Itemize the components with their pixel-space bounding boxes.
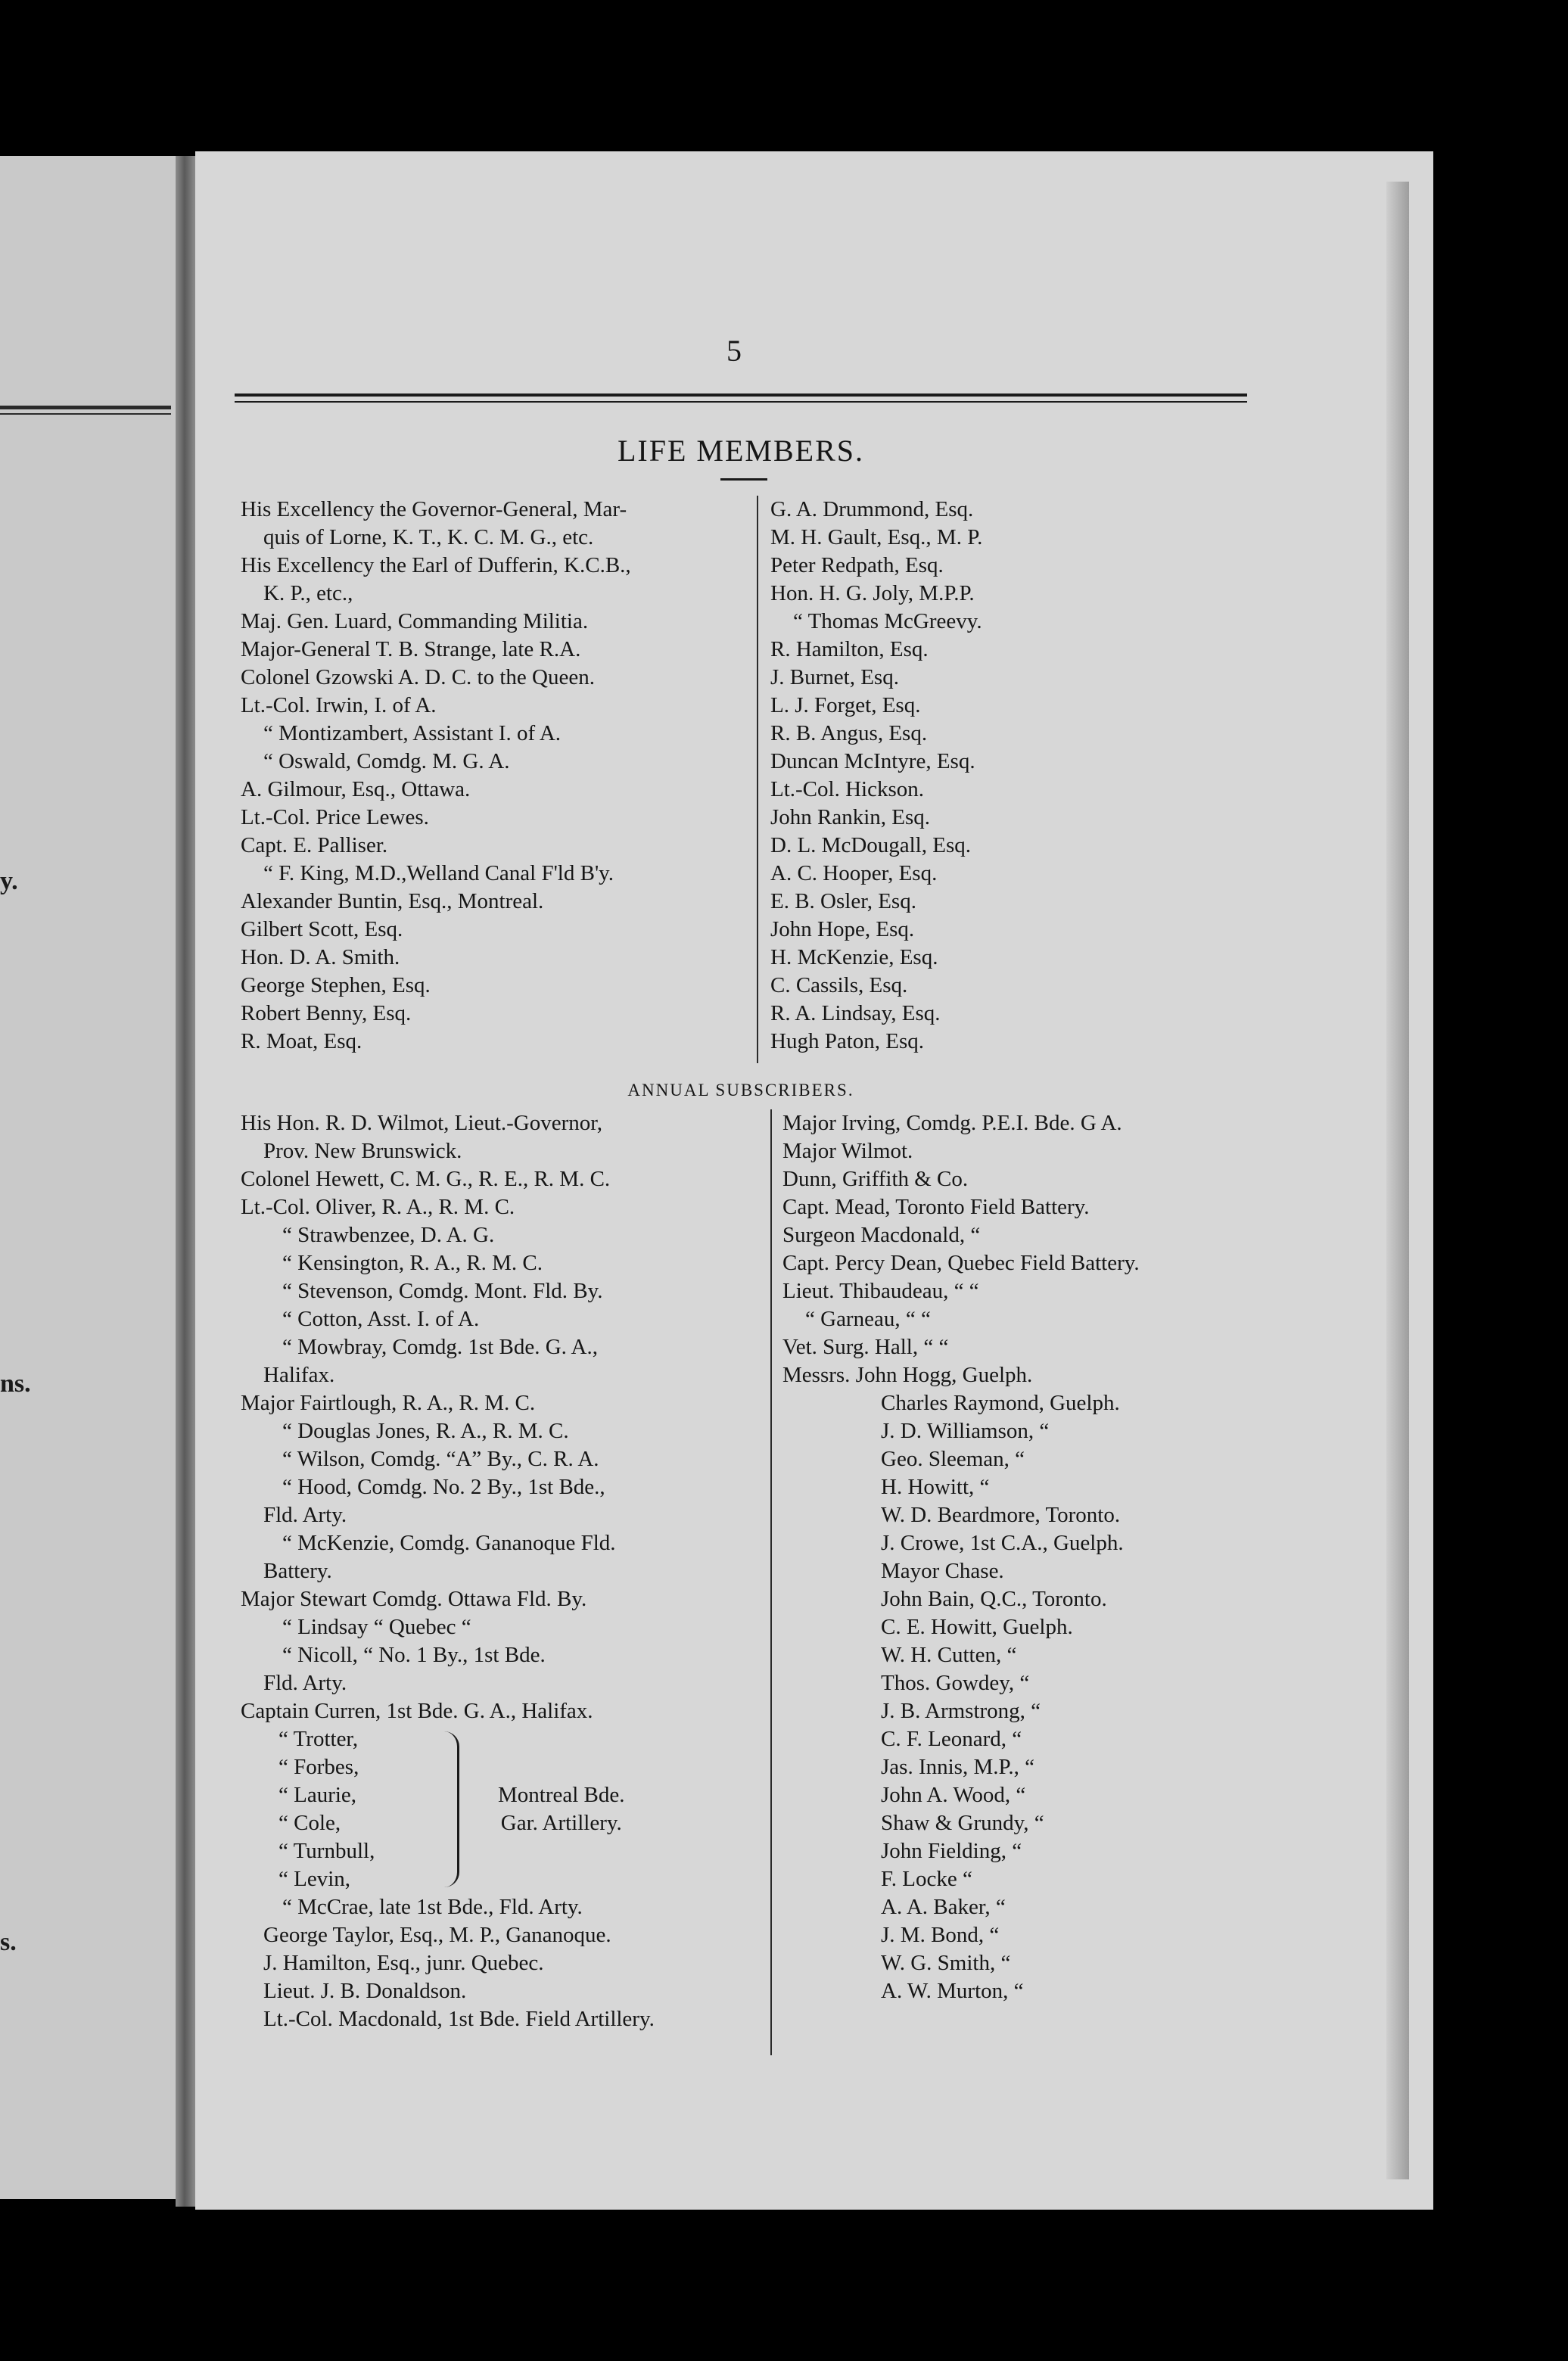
subscriber-entry: “ Nicoll, “ No. 1 By., 1st Bde. <box>282 1643 546 1667</box>
left-page-fragment: ns. <box>0 1370 31 1398</box>
column-divider <box>770 1109 772 2055</box>
header-rule <box>235 394 1247 397</box>
subscriber-entry: “ Garneau, “ “ <box>805 1307 931 1331</box>
life-member-entry: John Hope, Esq. <box>770 917 915 941</box>
subscriber-entry: W. D. Beardmore, Toronto. <box>881 1503 1121 1527</box>
column-divider <box>757 496 758 1063</box>
life-members-left-column <box>241 496 631 1056</box>
life-member-entry: Lt.-Col. Irwin, I. of A. <box>241 693 437 717</box>
life-member-entry: A. Gilmour, Esq., Ottawa. <box>241 777 471 801</box>
subscriber-entry: “ Levin, <box>278 1867 351 1891</box>
subscriber-entry: “ Lindsay “ Quebec “ <box>282 1615 471 1639</box>
life-member-entry: Colonel Gzowski A. D. C. to the Queen. <box>241 665 595 689</box>
life-member-entry: R. A. Lindsay, Esq. <box>770 1001 941 1025</box>
life-member-entry: Alexander Buntin, Esq., Montreal. <box>241 889 544 913</box>
group-brace <box>443 1731 459 1887</box>
life-member-entry: “ Montizambert, Assistant I. of A. <box>263 721 562 745</box>
life-member-entry: Duncan McIntyre, Esq. <box>770 749 975 773</box>
subscriber-entry: Lt.-Col. Oliver, R. A., R. M. C. <box>241 1195 515 1219</box>
subscriber-entry: “ McCrae, late 1st Bde., Fld. Arty. <box>282 1895 583 1919</box>
subscriber-entry: Major Fairtlough, R. A., R. M. C. <box>241 1391 536 1415</box>
subscriber-entry: Thos. Gowdey, “ <box>881 1671 1030 1695</box>
subscriber-entry: A. A. Baker, “ <box>881 1895 1006 1919</box>
left-page-fragment: y. <box>0 867 18 895</box>
life-member-entry: Hugh Paton, Esq. <box>770 1029 924 1053</box>
subscriber-entry: “ Turnbull, <box>278 1839 375 1863</box>
subscriber-entry: Major Irving, Comdg. P.E.I. Bde. G A. <box>782 1111 1122 1135</box>
life-members-title: LIFE MEMBERS. <box>617 434 865 468</box>
title-rule <box>720 478 767 481</box>
subscriber-entry: J. D. Williamson, “ <box>881 1419 1050 1443</box>
life-member-entry: Major-General T. B. Strange, late R.A. <box>241 637 581 661</box>
left-page-fragment: s. <box>0 1928 17 1956</box>
life-member-entry: R. Hamilton, Esq. <box>770 637 929 661</box>
subscriber-entry: Lieut. Thibaudeau, “ “ <box>782 1279 979 1303</box>
life-member-entry: His Excellency the Governor-General, Mar- <box>241 497 627 521</box>
life-member-entry: E. B. Osler, Esq. <box>770 889 916 913</box>
life-member-entry: “ Oswald, Comdg. M. G. A. <box>263 749 510 773</box>
life-member-entry: Hon. H. G. Joly, M.P.P. <box>770 581 975 605</box>
subscriber-entry: Messrs. John Hogg, Guelph. <box>782 1363 1033 1387</box>
life-member-entry: M. H. Gault, Esq., M. P. <box>770 525 983 549</box>
subscriber-entry: Capt. Mead, Toronto Field Battery. <box>782 1195 1090 1219</box>
life-member-entry: H. McKenzie, Esq. <box>770 945 938 969</box>
subscriber-entry: Charles Raymond, Guelph. <box>881 1391 1120 1415</box>
subscriber-entry: Prov. New Brunswick. <box>263 1139 462 1163</box>
life-member-entry: Capt. E. Palliser. <box>241 833 388 857</box>
left-page-rule <box>0 406 171 409</box>
left-page-rule <box>0 413 171 415</box>
subscriber-entry: Colonel Hewett, C. M. G., R. E., R. M. C. <box>241 1167 611 1191</box>
life-members-right-column <box>770 496 982 1056</box>
subscriber-entry: Halifax. <box>263 1363 335 1387</box>
subscriber-entry: Major Wilmot. <box>782 1139 913 1163</box>
subscriber-entry: W. G. Smith, “ <box>881 1951 1011 1975</box>
subscriber-entry: George Taylor, Esq., M. P., Gananoque. <box>263 1923 611 1947</box>
page-number: 5 <box>726 334 742 368</box>
left-page-edge <box>0 156 176 2199</box>
annual-subscribers-left-column <box>241 1109 655 2033</box>
subscriber-entry: F. Locke “ <box>881 1867 972 1891</box>
subscriber-entry: C. F. Leonard, “ <box>881 1727 1022 1751</box>
life-member-entry: K. P., etc., <box>263 581 353 605</box>
life-member-entry: Lt.-Col. Price Lewes. <box>241 805 429 829</box>
subscriber-entry: J. Hamilton, Esq., junr. Quebec. <box>263 1951 544 1975</box>
life-member-entry: L. J. Forget, Esq. <box>770 693 921 717</box>
subscriber-entry: “ Strawbenzee, D. A. G. <box>282 1223 495 1247</box>
life-member-entry: George Stephen, Esq. <box>241 973 431 997</box>
subscriber-entry: Geo. Sleeman, “ <box>881 1447 1025 1471</box>
life-member-entry: “ Thomas McGreevy. <box>793 609 982 633</box>
page-edge-shadow <box>1386 182 1409 2179</box>
subscriber-entry: Fld. Arty. <box>263 1503 347 1527</box>
montreal-bde-group <box>241 1725 655 1893</box>
life-member-entry: D. L. McDougall, Esq. <box>770 833 971 857</box>
subscriber-entry: Capt. Percy Dean, Quebec Field Battery. <box>782 1251 1140 1275</box>
subscriber-entry: “ Douglas Jones, R. A., R. M. C. <box>282 1419 569 1443</box>
subscriber-entry: A. W. Murton, “ <box>881 1979 1024 2003</box>
subscriber-entry: Jas. Innis, M.P., “ <box>881 1755 1035 1779</box>
subscriber-entry: Surgeon Macdonald, “ <box>782 1223 981 1247</box>
subscriber-entry: H. Howitt, “ <box>881 1475 990 1499</box>
subscriber-entry: “ Hood, Comdg. No. 2 By., 1st Bde., <box>282 1475 605 1499</box>
life-member-entry: C. Cassils, Esq. <box>770 973 908 997</box>
subscriber-entry: J. Crowe, 1st C.A., Guelph. <box>881 1531 1124 1555</box>
header-rule <box>235 401 1247 403</box>
subscriber-entry: Shaw & Grundy, “ <box>881 1811 1044 1835</box>
subscriber-entry: “ Stevenson, Comdg. Mont. Fld. By. <box>282 1279 603 1303</box>
subscriber-entry: J. M. Bond, “ <box>881 1923 1000 1947</box>
life-member-entry: Robert Benny, Esq. <box>241 1001 412 1025</box>
subscriber-entry: His Hon. R. D. Wilmot, Lieut.-Governor, <box>241 1111 603 1135</box>
subscriber-entry: Mayor Chase. <box>881 1559 1004 1583</box>
life-member-entry: Lt.-Col. Hickson. <box>770 777 924 801</box>
subscriber-entry: “ Laurie, <box>278 1783 357 1807</box>
subscriber-entry: “ Trotter, <box>278 1727 359 1751</box>
life-member-entry: Maj. Gen. Luard, Commanding Militia. <box>241 609 589 633</box>
life-member-entry: R. B. Angus, Esq. <box>770 721 928 745</box>
subscriber-entry: John A. Wood, “ <box>881 1783 1026 1807</box>
subscriber-entry: W. H. Cutten, “ <box>881 1643 1017 1667</box>
life-member-entry: Peter Redpath, Esq. <box>770 553 944 577</box>
group-label: Montreal Bde. <box>498 1783 625 1807</box>
subscriber-entry: “ Kensington, R. A., R. M. C. <box>282 1251 543 1275</box>
subscriber-entry: Battery. <box>263 1559 332 1583</box>
life-member-entry: quis of Lorne, K. T., K. C. M. G., etc. <box>263 525 594 549</box>
life-member-entry: His Excellency the Earl of Dufferin, K.C.B., <box>241 553 631 577</box>
subscriber-entry: “ Wilson, Comdg. “A” By., C. R. A. <box>282 1447 599 1471</box>
subscriber-entry: Fld. Arty. <box>263 1671 347 1695</box>
life-member-entry: R. Moat, Esq. <box>241 1029 362 1053</box>
subscriber-entry: J. B. Armstrong, “ <box>881 1699 1041 1723</box>
group-label: Gar. Artillery. <box>500 1811 622 1835</box>
annual-subscribers-right-column <box>782 1109 1140 2005</box>
subscriber-entry: C. E. Howitt, Guelph. <box>881 1615 1073 1639</box>
life-member-entry: John Rankin, Esq. <box>770 805 931 829</box>
subscriber-entry: “ Mowbray, Comdg. 1st Bde. G. A., <box>282 1335 598 1359</box>
life-member-entry: Hon. D. A. Smith. <box>241 945 400 969</box>
subscriber-entry: Lieut. J. B. Donaldson. <box>263 1979 467 2003</box>
subscriber-entry: “ McKenzie, Comdg. Gananoque Fld. <box>282 1531 616 1555</box>
subscriber-entry: “ Cotton, Asst. I. of A. <box>282 1307 480 1331</box>
subscriber-entry: Vet. Surg. Hall, “ “ <box>782 1335 949 1359</box>
subscriber-entry: John Fielding, “ <box>881 1839 1022 1863</box>
life-member-entry: “ F. King, M.D.,Welland Canal F'ld B'y. <box>263 861 614 885</box>
subscriber-entry: “ Forbes, <box>278 1755 359 1779</box>
subscriber-entry: Lt.-Col. Macdonald, 1st Bde. Field Artillery. <box>263 2007 655 2031</box>
life-member-entry: Gilbert Scott, Esq. <box>241 917 403 941</box>
subscriber-entry: John Bain, Q.C., Toronto. <box>881 1587 1107 1611</box>
life-member-entry: G. A. Drummond, Esq. <box>770 497 974 521</box>
life-member-entry: A. C. Hooper, Esq. <box>770 861 938 885</box>
subscriber-entry: “ Cole, <box>278 1811 341 1835</box>
annual-subscribers-title: ANNUAL SUBSCRIBERS. <box>627 1081 854 1100</box>
subscriber-entry: Captain Curren, 1st Bde. G. A., Halifax. <box>241 1699 593 1723</box>
life-member-entry: J. Burnet, Esq. <box>770 665 899 689</box>
subscriber-entry: Major Stewart Comdg. Ottawa Fld. By. <box>241 1587 587 1611</box>
subscriber-entry: Dunn, Griffith & Co. <box>782 1167 969 1191</box>
